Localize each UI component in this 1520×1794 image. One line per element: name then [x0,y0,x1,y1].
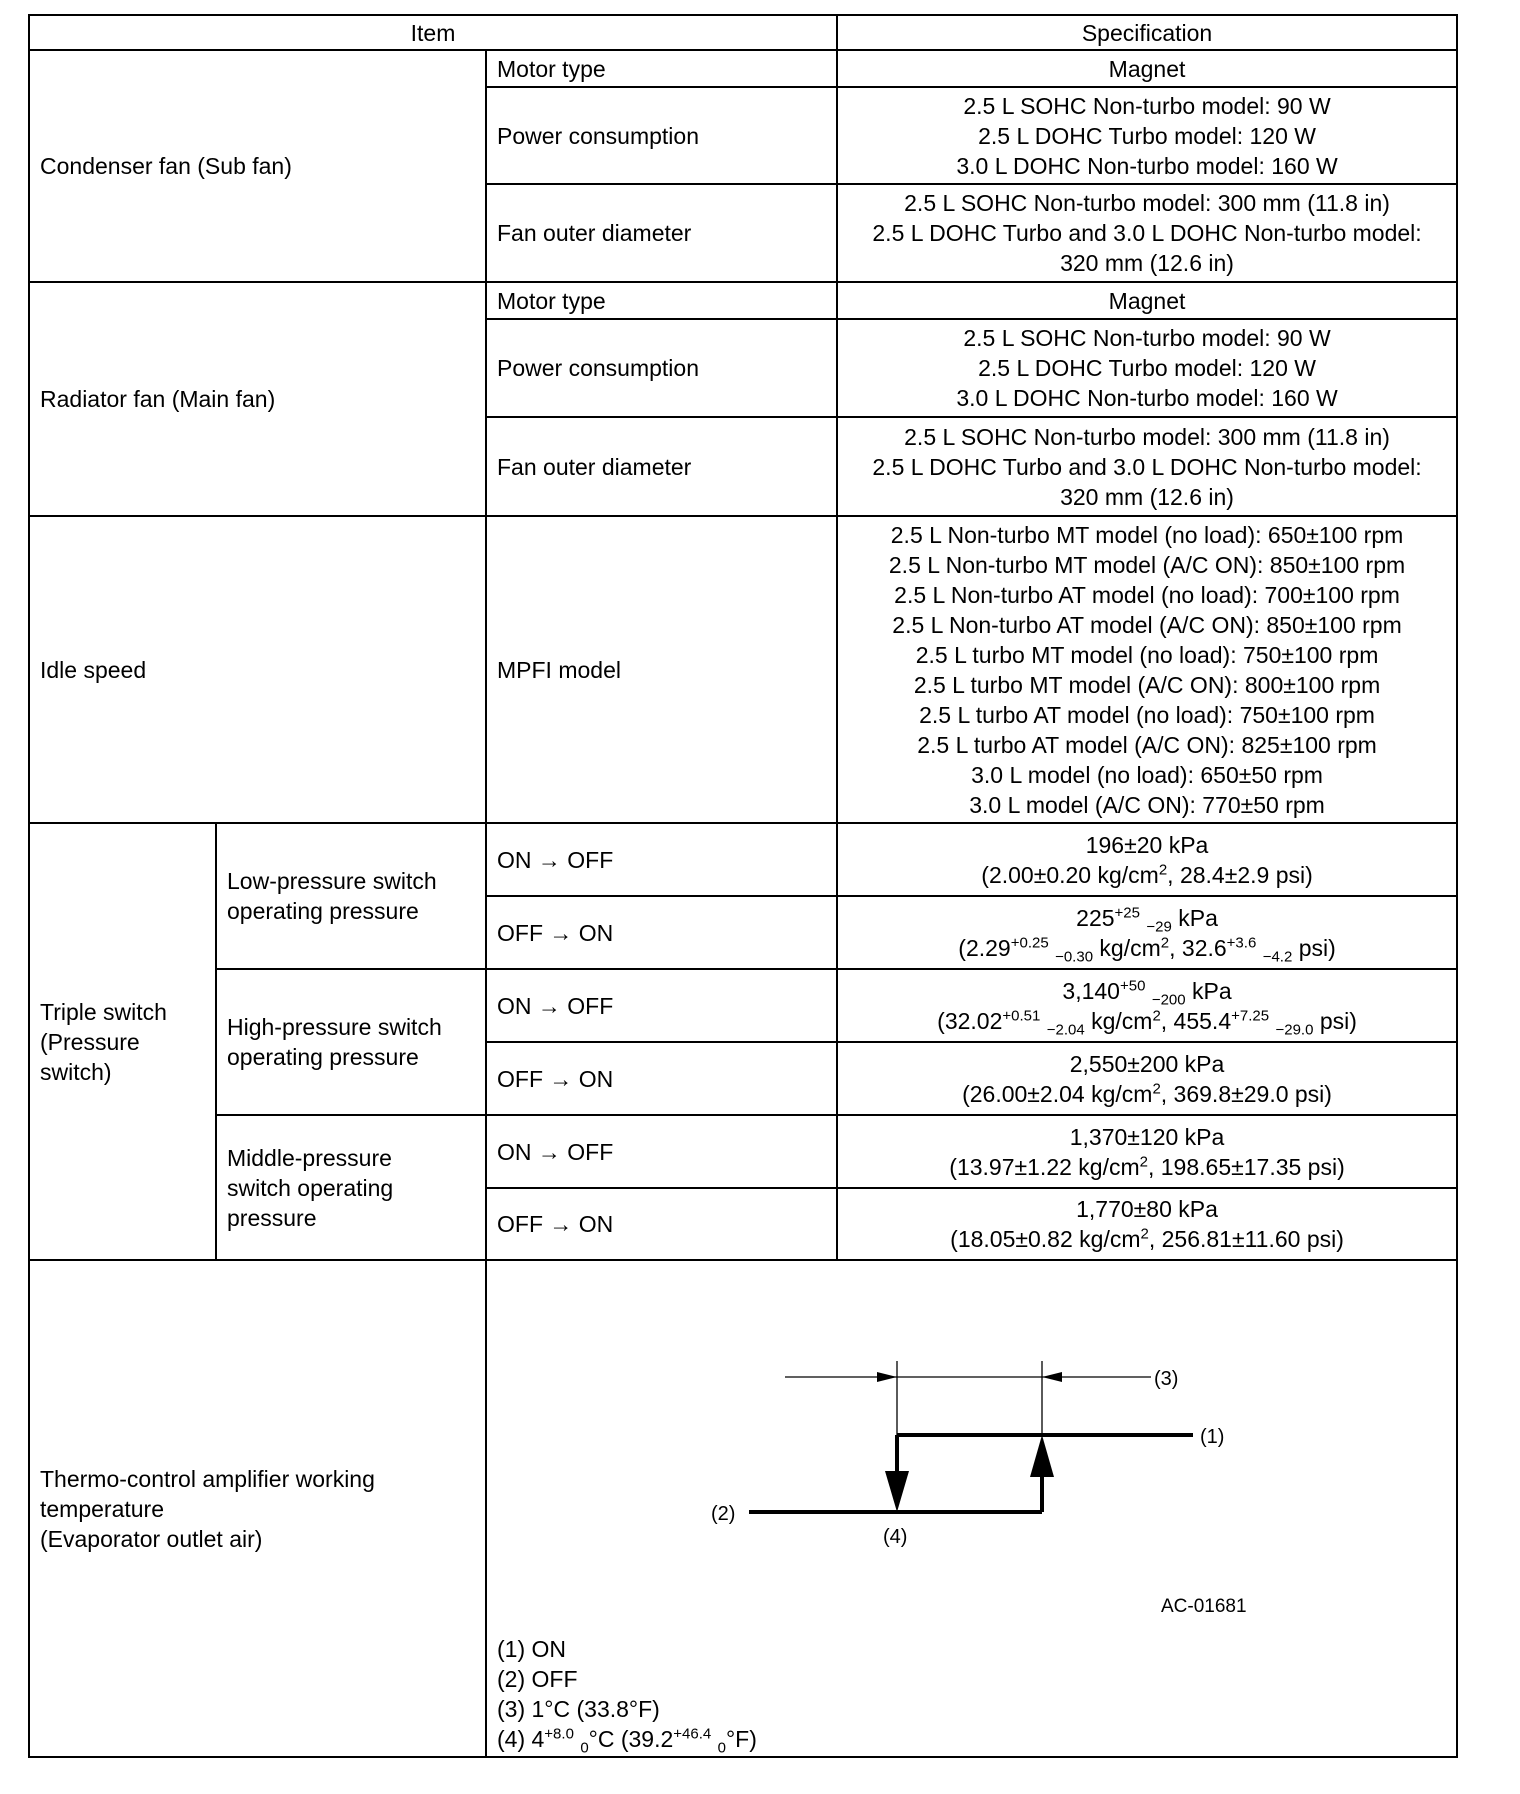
middle-on-off-value [837,1115,1457,1188]
idle-speed-values [837,516,1457,823]
table-row [29,969,1457,1042]
label-line: Triple switch [40,998,167,1025]
table-row [29,516,1457,823]
label-line: (Pressure [40,1028,140,1055]
spec-line: 2.5 L SOHC Non-turbo model: 90 W [963,325,1331,351]
kpa-line: 1,770±80 kPa [1076,1196,1218,1222]
high-on-off-value [837,969,1457,1042]
legend-item: (4) $4^{+8.0}$ $_0$°C ($39.2^{+46.4}$ $_0$°F) [497,1725,757,1757]
figure-code: AC-01681 [1161,1596,1247,1617]
fan-diameter-label: Fan outer diameter [486,417,837,516]
idle-speed-label: Idle speed [29,516,486,823]
power-consumption-value [837,319,1457,417]
spec-line: 2.5 L Non-turbo MT model (no load): 650±100 rpm [890,521,1404,548]
spec-line: 2.5 L DOHC Turbo model: 120 W [978,122,1316,149]
triple-switch-label [29,823,216,1260]
radiator-fan-label: Radiator fan (Main fan) [29,282,486,516]
fan-diameter-label: Fan outer diameter [486,184,837,282]
spec-line: 2.5 L DOHC Turbo model: 120 W [978,355,1316,381]
spec-line: 2.5 L Non-turbo MT model (A/C ON): 850±100 rpm [888,551,1406,578]
power-consumption-label: Power consumption [486,87,837,184]
on-off-label: ON → OFF [486,969,837,1042]
label-line: High-pressure switch [227,1014,442,1040]
middle-off-on-value [837,1188,1457,1260]
label-line: (Evaporator outlet air) [40,1525,263,1552]
power-consumption-value [837,87,1457,184]
on-off-label: ON → OFF [486,823,837,896]
label-line: Middle-pressure [227,1144,392,1171]
unit-line: (2.00±0.20 $kg/cm^2$, 28.4±2.9 psi) [981,860,1313,888]
off-on-label: OFF → ON [486,1042,837,1115]
label-line: operating pressure [227,898,419,924]
middle-pressure-label [216,1115,486,1260]
label-line: temperature [40,1495,165,1522]
unit-line: (18.05±0.82 $kg/cm^2$, 256.81±11.60 psi) [950,1225,1344,1252]
table-row [29,282,1457,319]
off-on-label: OFF → ON [486,896,837,969]
dimension-arrow-right [877,1372,897,1382]
label-line: switch) [40,1058,112,1085]
spec-line: 2.5 L turbo AT model (no load): 750±100 rpm [919,701,1375,728]
spec-line: 2.5 L Non-turbo AT model (A/C ON): 850±100 rpm [892,611,1402,638]
label-line: Thermo-control amplifier working [40,1465,375,1492]
on-off-label: ON → OFF [486,1115,837,1188]
kpa-line: $3,140^{+50}$ $_{-200}$ kPa [1062,976,1232,1009]
fan-diameter-value [837,184,1457,282]
kpa-line: 2,550±200 kPa [1069,1050,1225,1077]
high-off-on-value [837,1042,1457,1115]
header-item: Item [29,15,837,50]
spec-line: 2.5 L turbo MT model (A/C ON): 800±100 rpm [913,671,1381,698]
kpa-line: 1,370±120 kPa [1069,1123,1225,1150]
callout-1: (1) [1200,1426,1225,1448]
spec-line: 2.5 L SOHC Non-turbo model: 300 mm (11.8 in) [904,423,1390,450]
down-arrow-icon [885,1471,909,1512]
header-specification: Specification [837,15,1457,50]
diagram-legend [497,1634,757,1757]
spec-line: 2.5 L turbo MT model (no load): 750±100 rpm [915,641,1379,668]
motor-type-label: Motor type [486,282,837,319]
table-row [29,1115,1457,1188]
motor-type-value: Magnet [837,282,1457,319]
spec-line: 2.5 L DOHC Turbo and 3.0 L DOHC Non-turbo model: [872,220,1422,246]
low-off-on-value [837,896,1457,969]
callout-2: (2) [711,1503,736,1525]
table-row [29,50,1457,87]
fan-diameter-value [837,417,1457,516]
callout-4: (4) [883,1526,908,1548]
high-pressure-label [216,969,486,1115]
unit-line: (26.00±2.04 $kg/cm^2$, 369.8±29.0 psi) [962,1079,1332,1107]
unit-line: (13.97±1.22 $kg/cm^2$, 198.65±17.35 psi) [949,1152,1345,1180]
thermo-control-label [29,1260,486,1757]
spec-line: 3.0 L DOHC Non-turbo model: 160 W [956,385,1338,411]
spec-line: 2.5 L SOHC Non-turbo model: 90 W [963,92,1331,119]
table-row [29,1260,1457,1757]
motor-type-label: Motor type [486,50,837,87]
legend-item: (3) 1°C (33.8°F) [497,1696,660,1722]
specification-table [28,14,1458,1758]
legend-item: (2) OFF [497,1666,578,1692]
spec-line: 320 mm (12.6 in) [1060,483,1234,510]
spec-line: 3.0 L model (A/C ON): 770±50 rpm [969,791,1325,818]
spec-line: 3.0 L DOHC Non-turbo model: 160 W [956,152,1338,179]
header-row [29,15,1457,50]
mpfi-model-label: MPFI model [486,516,837,823]
off-on-label: OFF → ON [486,1188,837,1260]
callout-3: (3) [1154,1368,1179,1390]
up-arrow-icon [1030,1435,1054,1477]
unit-line: ($32.02^{+0.51}$ $_{-2.04}$ $kg/cm^2$, $455.4^{+7.25}$ $_{-29.0}$ psi) [937,1006,1357,1039]
unit-line: ($2.29^{+0.25}$ $_{-0.30}$ $kg/cm^2$, $32.6^{+3.6}$ $_{-4.2}$ psi) [958,933,1336,966]
label-line: Low-pressure switch [227,868,437,894]
spec-line: 3.0 L model (no load): 650±50 rpm [971,761,1323,788]
legend-item: (1) ON [497,1636,566,1662]
spec-line: 2.5 L Non-turbo AT model (no load): 700±100 rpm [894,581,1400,608]
label-line: switch operating [227,1174,394,1201]
kpa-line: 196±20 kPa [1085,831,1209,858]
power-consumption-label: Power consumption [486,319,837,417]
condenser-fan-label: Condenser fan (Sub fan) [29,50,486,282]
spec-line: 2.5 L turbo AT model (A/C ON): 825±100 rpm [917,731,1377,758]
low-pressure-label [216,823,486,969]
spec-line: 2.5 L SOHC Non-turbo model: 300 mm (11.8 in) [904,190,1390,216]
low-on-off-value [837,823,1457,896]
spec-line: 2.5 L DOHC Turbo and 3.0 L DOHC Non-turbo model: [872,453,1422,480]
spec-line: 320 mm (12.6 in) [1060,250,1234,276]
motor-type-value: Magnet [837,50,1457,87]
table-row [29,823,1457,896]
thermo-diagram-cell [486,1260,1457,1757]
label-line: operating pressure [227,1044,419,1070]
kpa-line: $225^{+25}$ $_{-29}$ kPa [1076,903,1218,936]
label-line: pressure [227,1204,317,1231]
